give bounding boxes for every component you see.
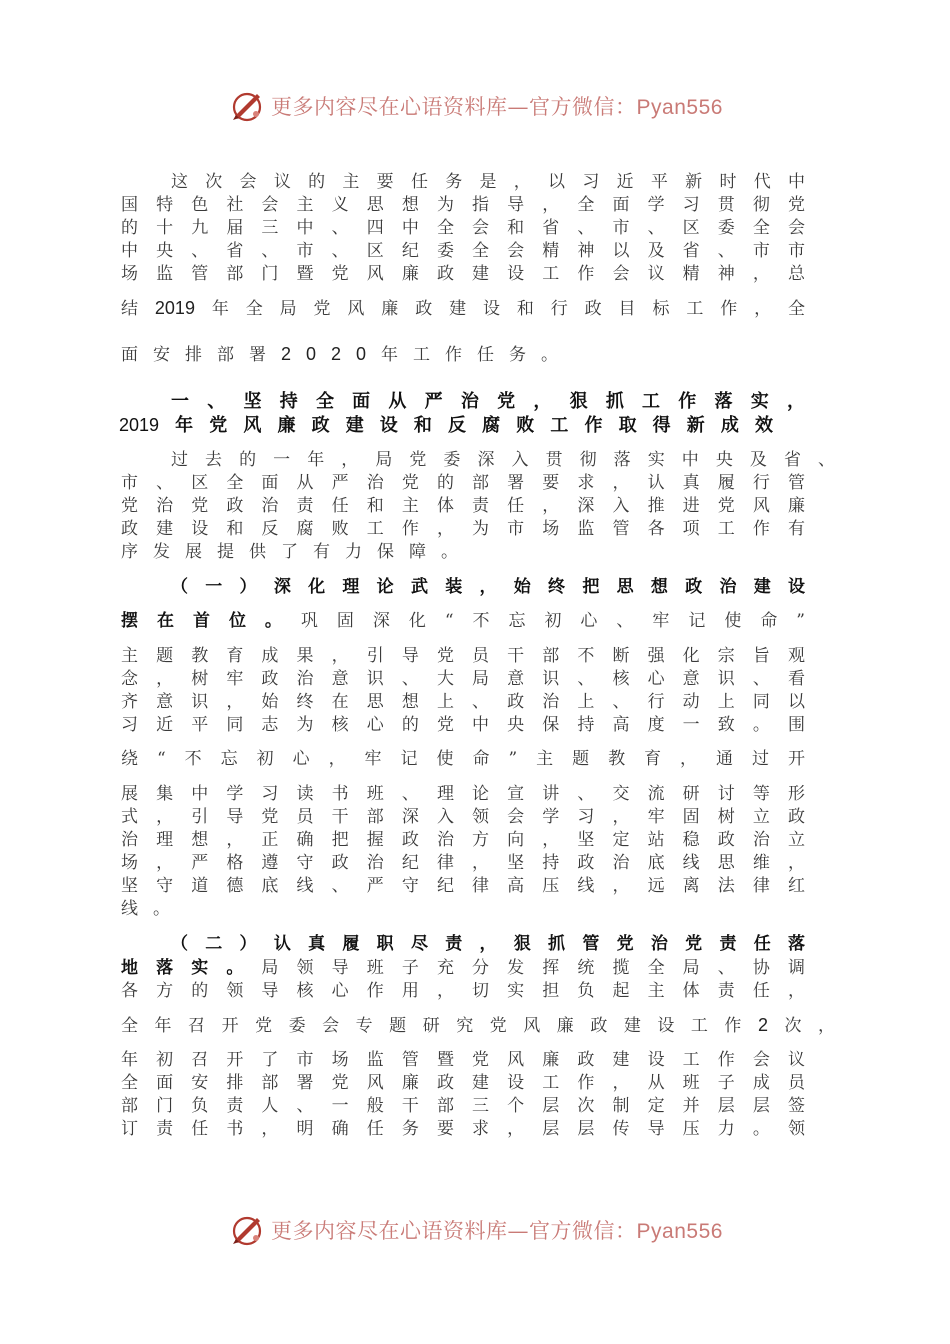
section-heading-line-2: 2019年党风廉政建设和反腐败工作取得新成效 [119, 415, 773, 436]
intro-line-7: 面安排部署2020年工作任务。 [121, 344, 574, 365]
sub1-line-6: 习近平同志为核心的党中央保持高度一致。围 [121, 715, 805, 735]
banner-text: 更多内容尽在心语资料库—官方微信：Pyan556 [271, 95, 723, 119]
sub1-line-12: 坚守道德底线、严守纪律高压线，远离法律红 [121, 876, 805, 896]
para1-line-5: 序发展提供了有力保障。 [121, 542, 473, 562]
para1-line-3: 党治党政治责任和主体责任，深入推进党风廉 [121, 496, 805, 516]
sub2-line-3: 各方的领导核心作用，切实担负起主体责任， [121, 981, 805, 1001]
intro-line-4: 中央、省、市、区纪委全会精神以及省、市市 [121, 241, 805, 261]
intro-line-6: 结2019年全局党风廉政建设和行政目标工作，全 [121, 298, 806, 319]
sub1-line-10: 治理想，正确把握政治方向，坚定站稳政治立 [121, 830, 805, 850]
sub1-line-11: 场，严格遵守政治纪律，坚持政治底线思维， [121, 853, 805, 873]
sub2-line-4: 全年召开党委会专题研究党风廉政建设工作2次， [121, 1015, 835, 1036]
sub1-line-3: 主题教育成果，引导党员干部不断强化宗旨观 [121, 646, 805, 666]
pen-logo-icon [227, 86, 267, 126]
sub2-line-6: 全面安排部署党风廉政建设工作，从班子成员 [121, 1073, 805, 1093]
footer-watermark-banner [0, 1208, 950, 1252]
subsection-2-title: （二）认真履职尽责，狠抓管党治党责任落 [171, 934, 805, 954]
intro-line-5: 场监管部门暨党风廉政建设工作会议精神，总 [121, 264, 805, 284]
para1-line-2: 市、区全面从严治党的部署要求，认真履行管 [121, 473, 805, 493]
para1-line-4: 政建设和反腐败工作，为市场监管各项工作有 [121, 519, 805, 539]
header-watermark-banner [0, 84, 950, 128]
sub1-line-13: 线。 [121, 899, 185, 919]
sub1-line-8: 展集中学习读书班、理论宣讲、交流研讨等形 [121, 784, 805, 804]
para1-line-1: 过去的一年，局党委深入贯彻落实中央及省、 [171, 450, 835, 470]
sub1-line-2: 摆在首位。巩固深化“不忘初心、牢记使命” [121, 611, 805, 631]
intro-line-2: 国特色社会主义思想为指导，全面学习贯彻党 [121, 195, 805, 215]
sub2-line-5: 年初召开了市场监管暨党风廉政建设工作会议 [121, 1050, 805, 1070]
sub1-line-5: 齐意识，始终在思想上、政治上、行动上同以 [121, 692, 805, 712]
sub1-line-7: 绕“不忘初心，牢记使命”主题教育，通过开 [121, 749, 805, 769]
subsection-1-title: （一）深化理论武装，始终把思想政治建设 [171, 577, 805, 597]
sub1-line-4: 念，树牢政治意识、大局意识、核心意识、看 [121, 669, 805, 689]
pen-logo-icon [227, 1210, 267, 1250]
sub1-line-9: 式，引导党员干部深入领会学习，牢固树立政 [121, 807, 805, 827]
banner-text: 更多内容尽在心语资料库—官方微信：Pyan556 [271, 1219, 723, 1243]
sub2-line-8: 订责任书，明确任务要求，层层传导压力。领 [121, 1119, 805, 1139]
intro-line-1: 这次会议的主要任务是，以习近平新时代中 [171, 172, 805, 192]
sub2-line-7: 部门负责人、一般干部三个层次制定并层层签 [121, 1096, 805, 1116]
sub2-line-2: 地落实。局领导班子充分发挥统揽全局、协调 [121, 958, 806, 978]
intro-line-3: 的十九届三中、四中全会和省、市、区委全会 [121, 218, 805, 238]
section-heading-line-1: 一、坚持全面从严治党，狠抓工作落实， [171, 391, 805, 412]
